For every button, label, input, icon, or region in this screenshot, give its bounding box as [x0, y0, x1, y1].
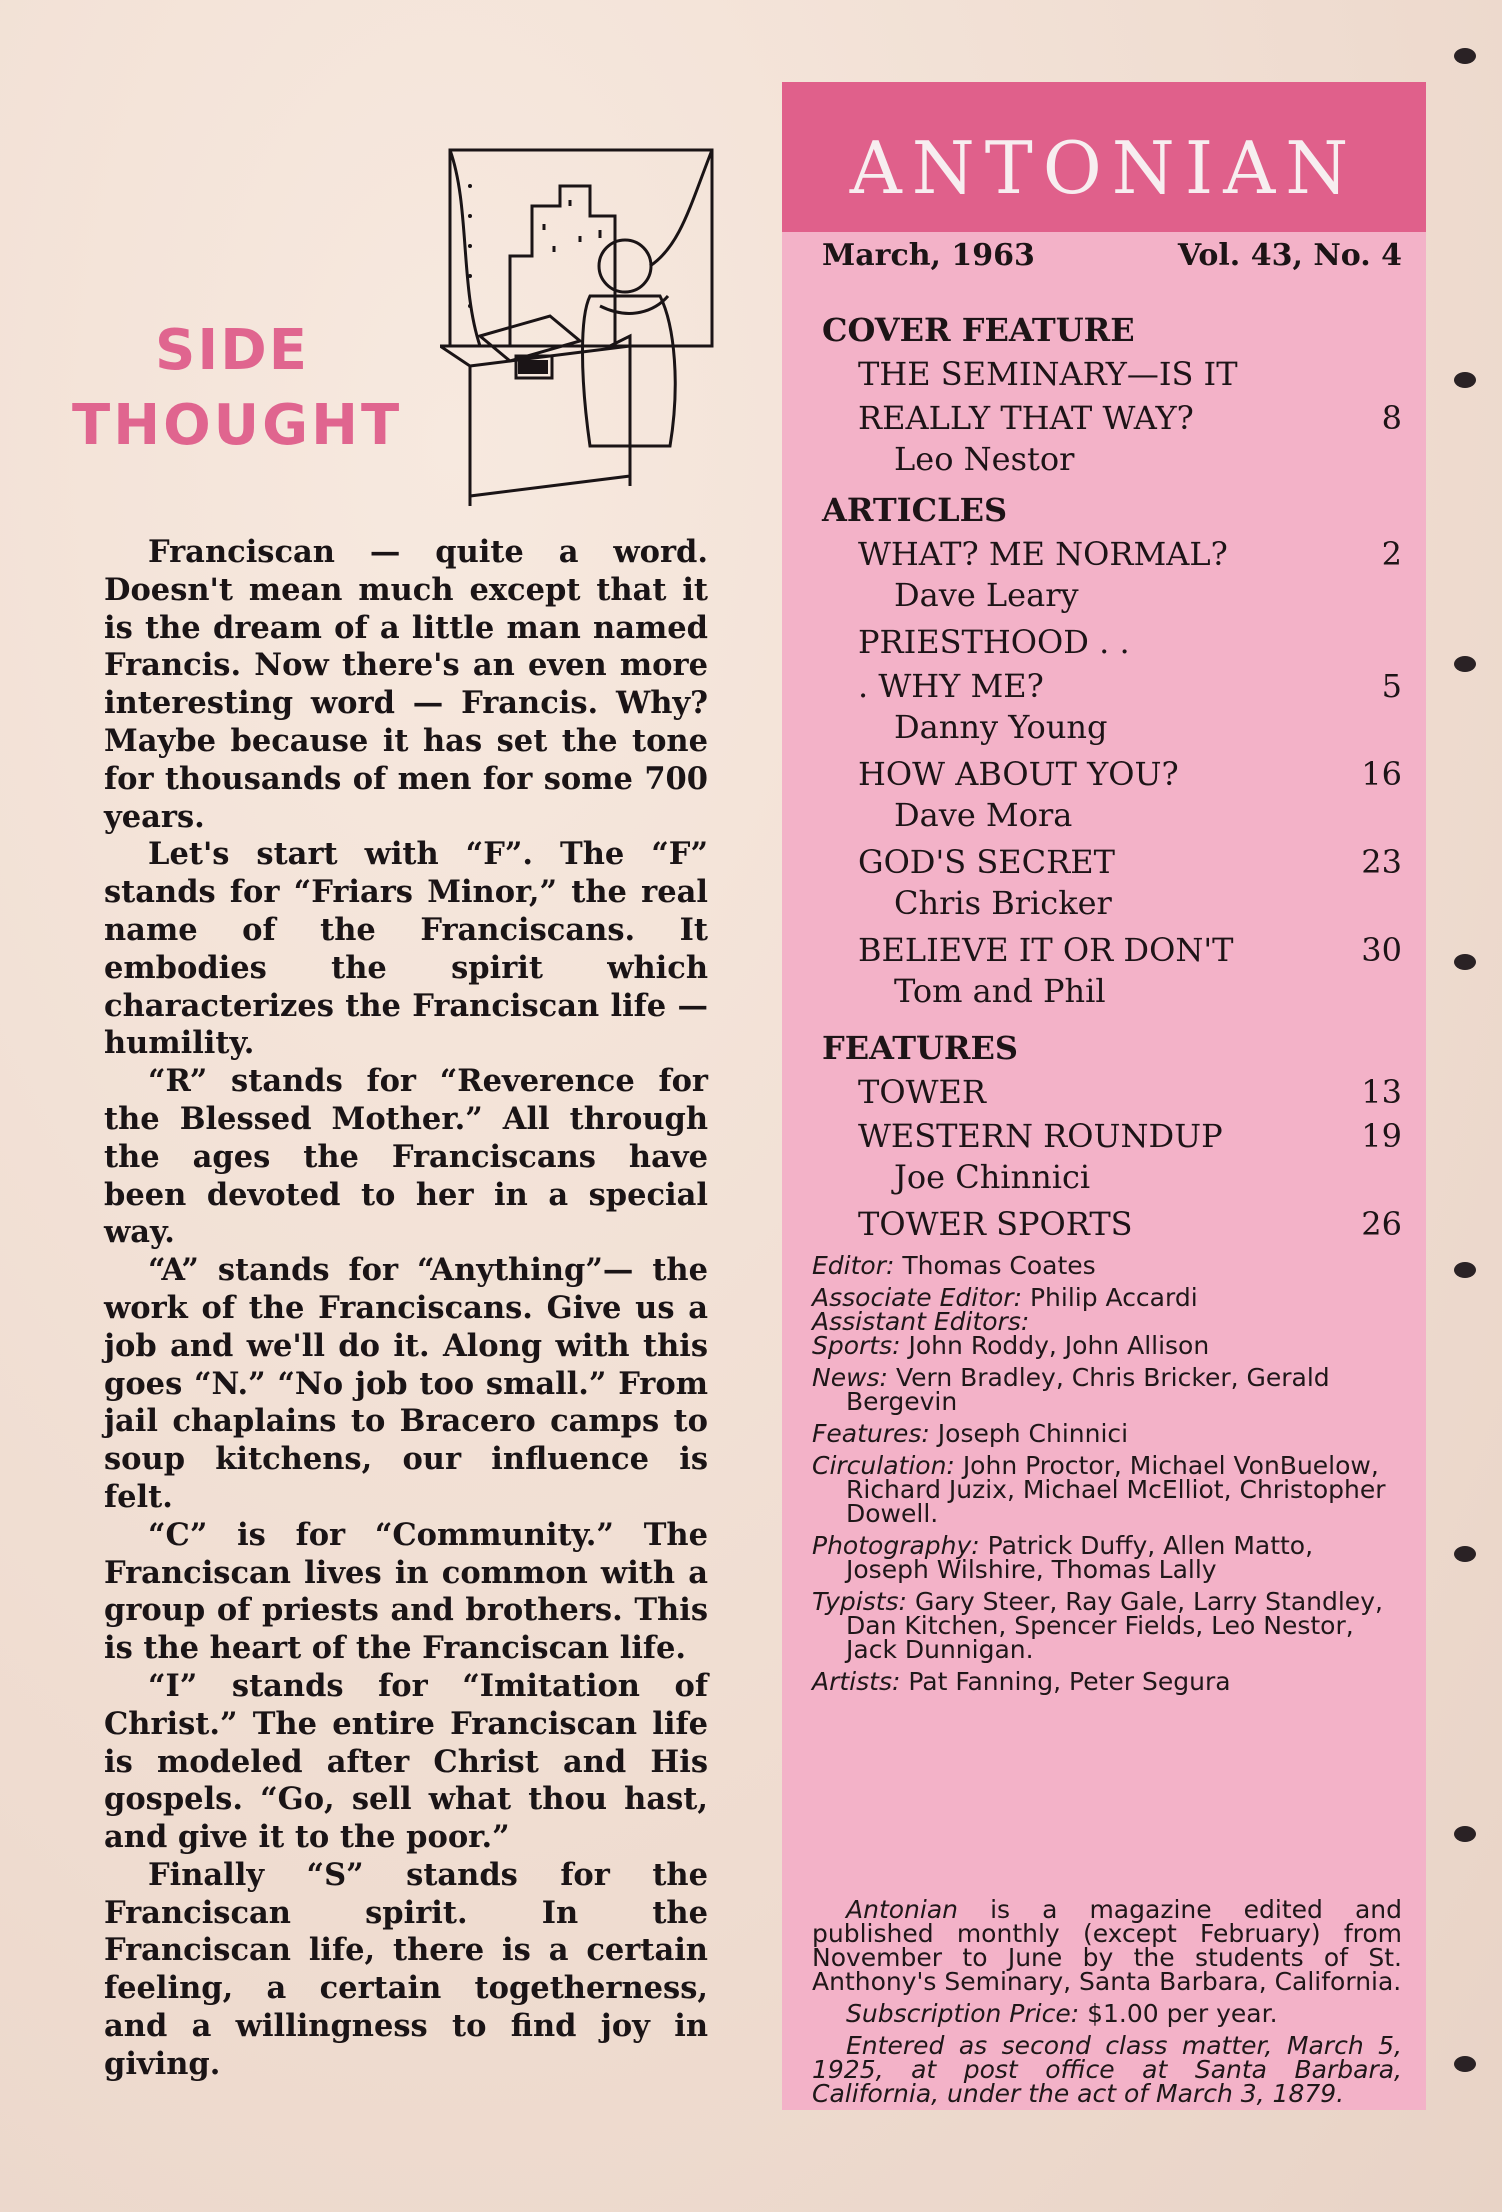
- toc-entry-title: TOWER: [858, 1073, 986, 1111]
- binding-hole: [1454, 1546, 1476, 1562]
- staff-row: [812, 1531, 1402, 1584]
- publication-note: [812, 1895, 1403, 2114]
- staff-role: Typists:: [812, 1587, 907, 1616]
- staff-names: Thomas Coates: [902, 1251, 1096, 1280]
- toc-entry-author: Dave Mora: [894, 796, 1073, 834]
- staff-names: Gary Steer, Ray Gale, Larry Standley, Dan Kitchen, Spencer Fields, Leo Nestor, Jack Dunnigan.: [846, 1587, 1383, 1664]
- staff-role: Features:: [812, 1419, 930, 1448]
- toc-entry[interactable]: [858, 532, 1402, 614]
- toc-entry-author: Danny Young: [894, 708, 1108, 746]
- toc-entry-author: Joe Chinnici: [894, 1158, 1091, 1196]
- magazine-name: Antonian: [846, 1895, 958, 1924]
- staff-names: Vern Bradley, Chris Bricker, Gerald Bergevin: [846, 1363, 1330, 1416]
- toc-entry-title: BELIEVE IT OR DON'T: [858, 931, 1234, 969]
- magazine-title: ANTONIAN: [849, 126, 1359, 210]
- staff-names: John Proctor, Michael VonBuelow, Richard Juzix, Michael McElliot, Christopher Dowell.: [846, 1451, 1386, 1528]
- staff-row: [812, 1587, 1402, 1664]
- staff-role: Associate Editor:: [812, 1283, 1022, 1312]
- staff-row: [812, 1419, 1402, 1448]
- side-thought-title-line2: THOUGHT: [72, 393, 403, 458]
- toc-entry-page: 16: [1361, 755, 1402, 793]
- binding-hole: [1454, 954, 1476, 970]
- staff-box: [812, 1251, 1402, 1702]
- binding-hole: [1454, 1826, 1476, 1842]
- side-thought-title-line1: SIDE: [155, 318, 309, 383]
- staff-names: Philip Accardi: [1029, 1283, 1198, 1312]
- staff-role: Editor:: [812, 1251, 895, 1280]
- toc-entry-page: 30: [1361, 931, 1402, 969]
- binding-hole: [1454, 2056, 1476, 2072]
- toc-entry-title: HOW ABOUT YOU?: [858, 755, 1179, 793]
- subscription-value: $1.00 per year.: [1087, 1999, 1278, 2028]
- toc-entry-title: THE SEMINARY—IS IT REALLY THAT WAY?: [858, 355, 1238, 437]
- toc-entry-page: 2: [1381, 535, 1402, 573]
- article-paragraph: Let's start with “F”. The “F” stands for “Friars Minor,” the real name of the Franciscans. It embodies the spirit which characterizes the Franciscan life — humility.: [104, 836, 708, 1062]
- toc-entry-author: Tom and Phil: [894, 972, 1106, 1010]
- toc-entry-title: PRIESTHOOD . . . WHY ME?: [858, 623, 1130, 705]
- articles-heading: ARTICLES: [822, 491, 1008, 529]
- toc-entry-title: TOWER SPORTS: [858, 1205, 1133, 1243]
- toc-entry-page: 23: [1361, 843, 1402, 881]
- toc-entry-title: WESTERN ROUNDUP: [858, 1117, 1223, 1155]
- friar-at-window-illustration: [440, 146, 720, 512]
- article-paragraph: “A” stands for “Anything”— the work of the Franciscans. Give us a job and we'll do it. Along with this goes “N.” “No job too small.” From jail chaplains to Bracero camps to soup kitchens, our influence is felt.: [104, 1252, 708, 1515]
- staff-names: John Roddy, John Allison: [908, 1331, 1210, 1360]
- issue-volume: Vol. 43, No. 4: [1177, 238, 1402, 273]
- subscription-label: Subscription Price:: [846, 1999, 1080, 2028]
- staff-role: Artists:: [812, 1667, 901, 1696]
- side-thought-title: [72, 316, 432, 466]
- toc-entry-title: WHAT? ME NORMAL?: [858, 535, 1228, 573]
- staff-row: [812, 1251, 1402, 1280]
- toc-entry-title: GOD'S SECRET: [858, 843, 1115, 881]
- side-thought-article: [104, 534, 708, 2084]
- toc-entry-author: Leo Nestor: [894, 440, 1075, 478]
- article-paragraph: “C” is for “Community.” The Franciscan lives in common with a group of priests and brothers. This is the heart of the Franciscan life.: [104, 1516, 708, 1667]
- staff-names: Joseph Chinnici: [937, 1419, 1129, 1448]
- staff-role: News:: [812, 1363, 888, 1392]
- staff-row: [812, 1331, 1402, 1360]
- subscription-line: [812, 1999, 1402, 2028]
- binding-hole: [1454, 656, 1476, 672]
- features-heading: FEATURES: [822, 1029, 1018, 1067]
- staff-role: Assistant Editors:: [812, 1307, 1030, 1336]
- toc-entry[interactable]: [858, 928, 1402, 1010]
- toc-entry[interactable]: [858, 620, 1402, 746]
- binding-hole: [1454, 48, 1476, 64]
- staff-row: [812, 1451, 1402, 1528]
- staff-names: Pat Fanning, Peter Segura: [908, 1667, 1231, 1696]
- toc-entry-page: 26: [1361, 1205, 1402, 1243]
- article-paragraph: “I” stands for “Imitation of Christ.” The entire Franciscan life is modeled after Christ and His gospels. “Go, sell what thou hast, and give it to the poor.”: [104, 1667, 708, 1856]
- toc-entry-author: Dave Leary: [894, 576, 1079, 614]
- staff-row: [812, 1363, 1402, 1416]
- toc-entry-page: 8: [1381, 399, 1402, 437]
- toc-entry-author: Chris Bricker: [894, 884, 1112, 922]
- staff-role: Photography:: [812, 1531, 980, 1560]
- masthead-band: [782, 82, 1426, 232]
- toc-entry[interactable]: [858, 752, 1402, 834]
- toc-entry-page: 13: [1361, 1073, 1402, 1111]
- table-of-contents: [822, 298, 1402, 1246]
- description-text: is a magazine edited and published monthly (except February) from November to June by the students of St. Anthony's Seminary, Santa Barbara, California.: [812, 1895, 1403, 1996]
- article-paragraph: Franciscan — quite a word. Doesn't mean much except that it is the dream of a little man named Francis. Now there's an even more interesting word — Francis. Why? Maybe because it has set the tone for thousands of men for some 700 years.: [104, 534, 708, 835]
- publication-description: [812, 1895, 1403, 1996]
- staff-role: Sports:: [812, 1331, 901, 1360]
- cover-feature-heading: COVER FEATURE: [822, 311, 1135, 349]
- toc-entry-page: 19: [1361, 1117, 1402, 1155]
- article-paragraph: “R” stands for “Reverence for the Blessed Mother.” All through the ages the Franciscans have been devoted to her in a special way.: [104, 1063, 708, 1251]
- issue-date: March, 1963: [822, 238, 1035, 273]
- toc-entry[interactable]: [858, 352, 1402, 478]
- staff-role: Circulation:: [812, 1451, 955, 1480]
- entry-statement: Entered as second class matter, March 5, 1925, at post office at Santa Barbara, California, under the act of March 3, 1879.: [812, 2031, 1402, 2108]
- article-paragraph: Finally “S” stands for the Franciscan spirit. In the Franciscan life, there is a certain feeling, a certain togetherness, and a willingness to find joy in giving.: [104, 1856, 708, 2082]
- toc-entry[interactable]: [858, 1202, 1402, 1246]
- toc-entry[interactable]: [858, 1070, 1402, 1114]
- staff-names: Patrick Duffy, Allen Matto, Joseph Wilshire, Thomas Lally: [846, 1531, 1314, 1584]
- staff-row: [812, 1667, 1402, 1696]
- contents-panel: [782, 82, 1426, 2110]
- binding-hole: [1454, 372, 1476, 388]
- toc-entry[interactable]: [858, 840, 1402, 922]
- toc-entry[interactable]: [858, 1114, 1402, 1196]
- toc-entry-page: 5: [1381, 667, 1402, 705]
- binding-hole: [1454, 1262, 1476, 1278]
